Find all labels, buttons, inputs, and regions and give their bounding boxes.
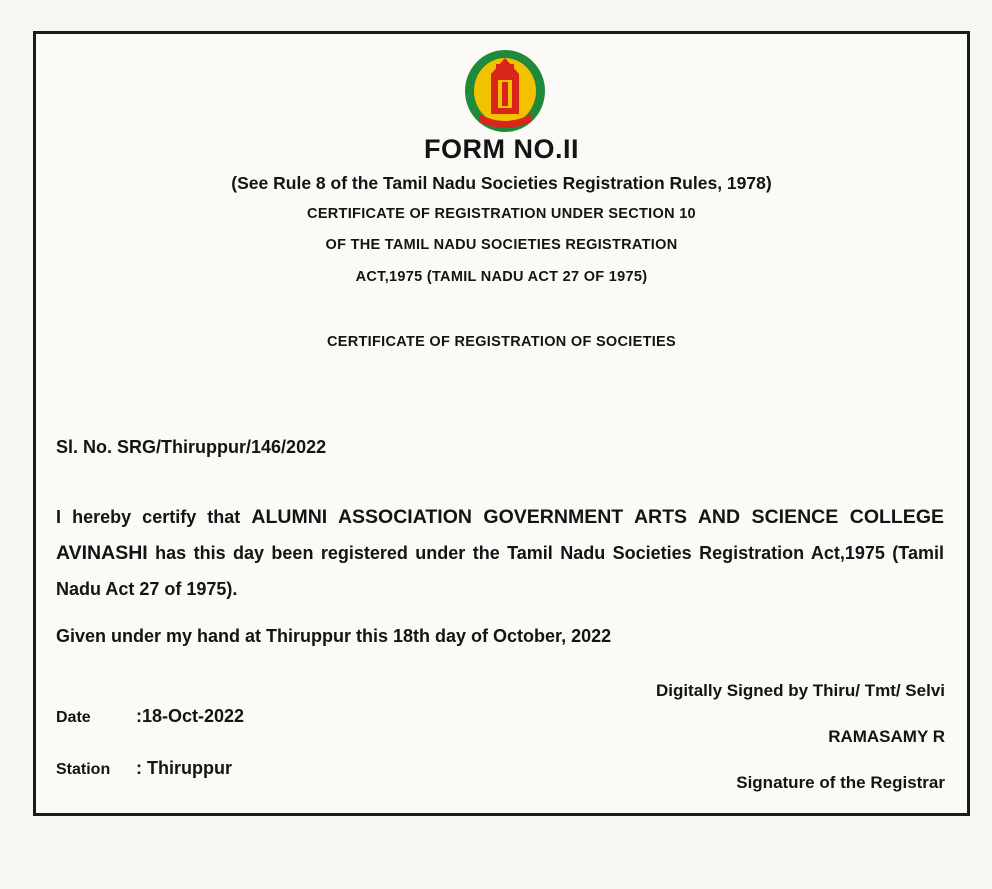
- tamil-nadu-government-emblem-icon: [461, 44, 549, 134]
- rule-reference: (See Rule 8 of the Tamil Nadu Societies Registration Rules, 1978): [231, 173, 772, 193]
- given-under-statement: Given under my hand at Thiruppur this 18th day of October, 2022: [56, 626, 612, 646]
- serial-label: Sl. No.: [56, 437, 113, 457]
- station-value: : Thiruppur: [136, 758, 232, 778]
- digitally-signed-text: Digitally Signed by Thiru/ Tmt/ Selvi: [655, 681, 945, 700]
- serial-number: SRG/Thiruppur/146/2022: [117, 437, 327, 457]
- certificate-heading-line-3: ACT,1975 (TAMIL NADU ACT 27 OF 1975): [355, 269, 648, 285]
- certification-paragraph: [56, 499, 944, 607]
- date-value: :18-Oct-2022: [136, 706, 245, 726]
- form-title: FORM NO.II: [424, 134, 579, 164]
- signature-label: Signature of the Registrar: [736, 773, 945, 792]
- certificate-heading-line-2: OF THE TAMIL NADU SOCIETIES REGISTRATION: [325, 237, 678, 253]
- registration-certificate: [33, 31, 970, 816]
- serial-number-line: [56, 437, 326, 458]
- organization-name: ALUMNI ASSOCIATION GOVERNMENT ARTS AND SCIENCE COLLEGE AVINASHI: [56, 506, 944, 564]
- date-label: Date: [56, 709, 91, 726]
- certify-suffix: has this day been registered under the Tamil Nadu Societies Registration Act,1975 (Tamil Nadu Act 27 of 1975).: [56, 543, 944, 599]
- registrar-name: RAMASAMY R: [828, 727, 945, 746]
- station-label: Station: [56, 761, 111, 778]
- certificate-subheading: CERTIFICATE OF REGISTRATION OF SOCIETIES: [327, 334, 676, 350]
- certificate-heading-line-1: CERTIFICATE OF REGISTRATION UNDER SECTION 10: [307, 206, 696, 222]
- certify-prefix: I hereby certify that: [56, 507, 241, 527]
